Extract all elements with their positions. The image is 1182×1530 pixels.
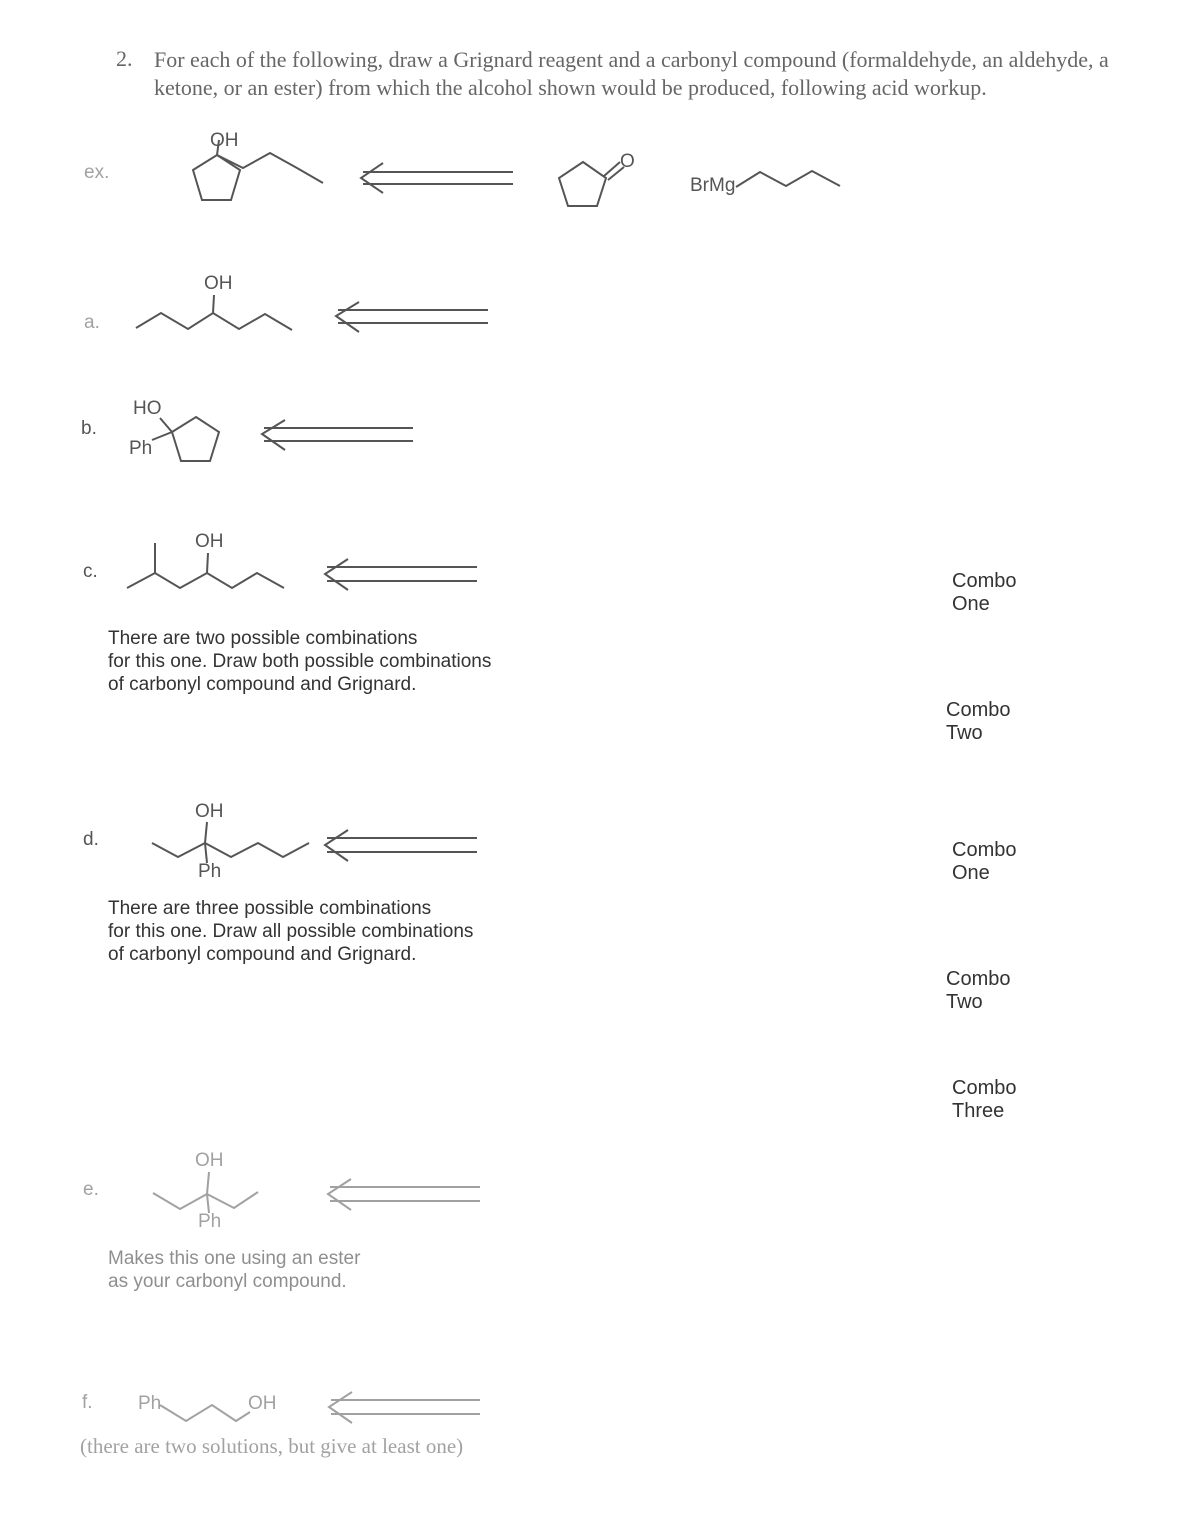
combo-line1: Combo	[952, 839, 1017, 861]
part-c-oh-label: OH	[195, 531, 224, 552]
part-b-label: b.	[81, 418, 97, 439]
part-d-combo-three	[952, 1077, 1042, 1123]
part-d-structure	[152, 822, 309, 863]
part-e-ph-label: Ph	[198, 1211, 222, 1232]
example-carbonyl-oxygen: O	[620, 151, 635, 172]
part-c-combo-one	[952, 570, 1042, 616]
example-ketone-structure	[559, 162, 624, 206]
part-f-label: f.	[82, 1392, 93, 1413]
part-b-ho-label: HO	[133, 398, 162, 419]
part-e-retro-arrow	[328, 1179, 480, 1210]
part-d-combo-one	[952, 839, 1042, 885]
part-f-structure	[160, 1405, 250, 1421]
part-a-retro-arrow	[336, 302, 488, 332]
part-d-instructions: There are three possible combinations for this one. Draw all possible combinations of carbonyl compound and Grignard.	[108, 898, 474, 965]
combo-line1: Combo	[946, 968, 1011, 990]
part-f-ph-label: Ph	[138, 1393, 162, 1414]
part-c-label: c.	[83, 561, 98, 582]
example-label: ex.	[84, 162, 110, 183]
part-d-retro-arrow	[325, 830, 477, 861]
part-e-structure	[153, 1172, 258, 1213]
part-d-label: d.	[83, 829, 99, 850]
question-text: For each of the following, draw a Grignard reagent and a carbonyl compound (formaldehyde, an aldehyde, a ketone, or an ester) from which the alcohol shown would be produced, following acid workup.	[154, 47, 1109, 100]
part-c-retro-arrow	[325, 559, 477, 590]
part-a-structure	[136, 295, 292, 330]
part-b-structure	[152, 417, 219, 461]
example-grignard-structure	[736, 171, 840, 187]
question-number: 2.	[116, 46, 133, 71]
example-grignard-label: BrMg	[690, 175, 736, 196]
part-f-oh-label: OH	[248, 1393, 277, 1414]
combo-line2: Three	[952, 1100, 1005, 1122]
part-a-label: a.	[84, 312, 100, 333]
example-retro-arrow	[361, 163, 513, 193]
part-e-oh-label: OH	[195, 1150, 224, 1171]
part-d-oh-label: OH	[195, 801, 224, 822]
part-e-label: e.	[83, 1179, 99, 1200]
combo-line2: Two	[946, 991, 983, 1013]
part-d-ph-label: Ph	[198, 861, 222, 882]
combo-line2: Two	[946, 722, 983, 744]
example-oh-label: OH	[210, 130, 239, 151]
part-f-instructions: (there are two solutions, but give at least one)	[80, 1434, 464, 1458]
part-f-retro-arrow	[329, 1392, 480, 1423]
part-c-instructions: There are two possible combinations for this one. Draw both possible combinations of carbonyl compound and Grignard.	[108, 628, 492, 695]
part-e-instructions: Makes this one using an ester as your carbonyl compound.	[108, 1248, 361, 1292]
part-c-combo-two	[946, 699, 1036, 745]
combo-line2: One	[952, 593, 990, 615]
part-b-ph-label: Ph	[129, 438, 153, 459]
part-b-retro-arrow	[262, 420, 413, 450]
combo-line1: Combo	[952, 570, 1017, 592]
combo-line2: One	[952, 862, 990, 884]
combo-line1: Combo	[946, 699, 1011, 721]
part-a-oh-label: OH	[204, 273, 233, 294]
part-d-combo-two	[946, 968, 1036, 1014]
combo-line1: Combo	[952, 1077, 1017, 1099]
